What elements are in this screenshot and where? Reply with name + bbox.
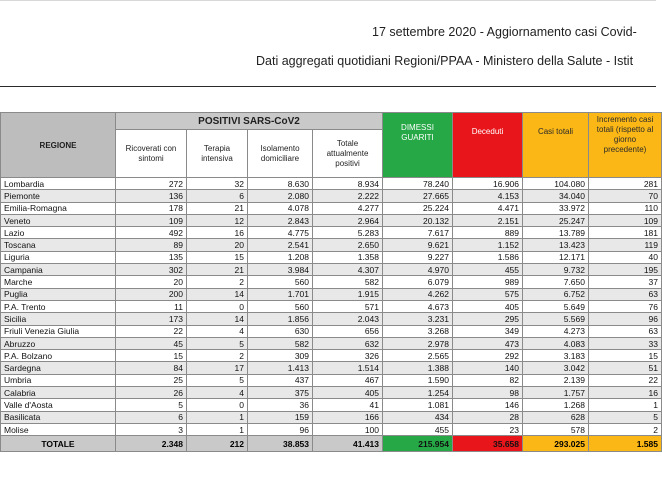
cell-terapia: 5 [187,337,248,349]
cell-regione: Lombardia [1,178,116,190]
cell-deceduti: 473 [453,337,523,349]
table-body [1,178,662,436]
cell-regione: Basilicata [1,411,116,423]
cell-dimessi: 2.565 [383,350,453,362]
cell-ricoverati: 272 [116,178,187,190]
ricoverati-header: Ricoverati con sintomi [116,130,187,178]
table-row [1,202,662,214]
cell-isolamento: 630 [248,325,313,337]
cell-regione: Valle d'Aosta [1,399,116,411]
cell-casi-totali: 13.789 [523,227,589,239]
cell-incremento: 63 [589,288,662,300]
cell-dimessi: 9.621 [383,239,453,251]
cell-totale-positivi: 632 [313,337,383,349]
header-divider [0,86,656,87]
cell-dimessi: 27.665 [383,190,453,202]
casi-totali-header: Casi totali [523,113,589,178]
cell-regione: Toscana [1,239,116,251]
cell-terapia: 5 [187,374,248,386]
cell-dimessi: 78.240 [383,178,453,190]
cell-totale-positivi: 2.043 [313,313,383,325]
cell-regione: Friuli Venezia Giulia [1,325,116,337]
cell-dimessi: 3.268 [383,325,453,337]
cell-regione: Puglia [1,288,116,300]
total-casi: 293.025 [523,436,589,452]
cell-casi-totali: 4.083 [523,337,589,349]
cell-totale-positivi: 1.514 [313,362,383,374]
cell-incremento: 181 [589,227,662,239]
cell-terapia: 2 [187,350,248,362]
table-row [1,276,662,288]
cell-totale-positivi: 405 [313,387,383,399]
cell-isolamento: 560 [248,276,313,288]
cell-deceduti: 82 [453,374,523,386]
cell-deceduti: 989 [453,276,523,288]
cell-totale-positivi: 100 [313,423,383,435]
table-row [1,399,662,411]
cell-deceduti: 1.586 [453,251,523,263]
cell-isolamento: 2.843 [248,214,313,226]
cell-terapia: 1 [187,423,248,435]
table-row [1,264,662,276]
cell-incremento: 195 [589,264,662,276]
cell-terapia: 4 [187,387,248,399]
cell-dimessi: 1.590 [383,374,453,386]
covid-table-container [0,112,656,482]
cell-incremento: 5 [589,411,662,423]
cell-totale-positivi: 41 [313,399,383,411]
table-row [1,387,662,399]
table-row [1,214,662,226]
cell-terapia: 15 [187,251,248,263]
incremento-header: Incremento casi totali (rispetto al giorno precedente) [589,113,662,178]
cell-casi-totali: 12.171 [523,251,589,263]
cell-terapia: 4 [187,325,248,337]
cell-totale-positivi: 4.307 [313,264,383,276]
cell-isolamento: 437 [248,374,313,386]
terapia-header: Terapia intensiva [187,130,248,178]
table-row [1,178,662,190]
cell-ricoverati: 11 [116,300,187,312]
cell-isolamento: 582 [248,337,313,349]
cell-regione: Marche [1,276,116,288]
totale-positivi-header: Totale attualmente positivi [313,130,383,178]
cell-ricoverati: 26 [116,387,187,399]
cell-incremento: 33 [589,337,662,349]
cell-deceduti: 4.153 [453,190,523,202]
cell-incremento: 1 [589,399,662,411]
cell-regione: Lazio [1,227,116,239]
cell-dimessi: 20.132 [383,214,453,226]
cell-dimessi: 3.231 [383,313,453,325]
cell-dimessi: 6.079 [383,276,453,288]
cell-terapia: 20 [187,239,248,251]
report-date-text: 17 settembre 2020 - Aggiornamento casi Covid- [372,25,637,39]
cell-casi-totali: 628 [523,411,589,423]
cell-ricoverati: 22 [116,325,187,337]
cell-casi-totali: 5.649 [523,300,589,312]
cell-casi-totali: 1.268 [523,399,589,411]
table-row [1,325,662,337]
table-row [1,362,662,374]
total-positivi: 41.413 [313,436,383,452]
cell-regione: Abruzzo [1,337,116,349]
cell-totale-positivi: 326 [313,350,383,362]
table-row [1,227,662,239]
cell-casi-totali: 33.972 [523,202,589,214]
deceduti-header: Deceduti [453,113,523,178]
cell-terapia: 0 [187,399,248,411]
cell-totale-positivi: 166 [313,411,383,423]
cell-casi-totali: 25.247 [523,214,589,226]
table-row [1,411,662,423]
cell-totale-positivi: 582 [313,276,383,288]
table-row [1,313,662,325]
covid-regions-table [0,112,662,452]
cell-ricoverati: 6 [116,411,187,423]
cell-incremento: 70 [589,190,662,202]
cell-incremento: 16 [589,387,662,399]
cell-incremento: 2 [589,423,662,435]
table-row [1,288,662,300]
cell-incremento: 15 [589,350,662,362]
cell-regione: Emilia-Romagna [1,202,116,214]
cell-dimessi: 1.388 [383,362,453,374]
cell-dimessi: 455 [383,423,453,435]
cell-isolamento: 3.984 [248,264,313,276]
cell-regione: Sardegna [1,362,116,374]
cell-dimessi: 1.081 [383,399,453,411]
total-terapia: 212 [187,436,248,452]
cell-isolamento: 2.080 [248,190,313,202]
cell-casi-totali: 7.650 [523,276,589,288]
cell-totale-positivi: 467 [313,374,383,386]
cell-dimessi: 434 [383,411,453,423]
table-row [1,374,662,386]
cell-deceduti: 889 [453,227,523,239]
total-ricoverati: 2.348 [116,436,187,452]
cell-incremento: 281 [589,178,662,190]
cell-totale-positivi: 4.277 [313,202,383,214]
dimessi-header: DIMESSI GUARITI [383,113,453,178]
top-border [0,0,656,1]
table-row [1,423,662,435]
cell-dimessi: 4.673 [383,300,453,312]
cell-ricoverati: 20 [116,276,187,288]
cell-terapia: 32 [187,178,248,190]
cell-casi-totali: 13.423 [523,239,589,251]
cell-isolamento: 2.541 [248,239,313,251]
cell-ricoverati: 89 [116,239,187,251]
cell-casi-totali: 34.040 [523,190,589,202]
cell-dimessi: 7.617 [383,227,453,239]
cell-incremento: 37 [589,276,662,288]
table-row [1,251,662,263]
cell-casi-totali: 6.752 [523,288,589,300]
cell-ricoverati: 178 [116,202,187,214]
cell-deceduti: 1.152 [453,239,523,251]
cell-regione: Calabria [1,387,116,399]
totals-row [1,436,662,452]
cell-incremento: 109 [589,214,662,226]
cell-incremento: 96 [589,313,662,325]
report-subtitle-text: Dati aggregati quotidiani Regioni/PPAA - Ministero della Salute - Istit [256,54,634,68]
cell-terapia: 12 [187,214,248,226]
cell-casi-totali: 3.183 [523,350,589,362]
cell-regione: Umbria [1,374,116,386]
cell-ricoverati: 84 [116,362,187,374]
cell-terapia: 16 [187,227,248,239]
table-row [1,350,662,362]
cell-casi-totali: 578 [523,423,589,435]
cell-terapia: 0 [187,300,248,312]
cell-casi-totali: 4.273 [523,325,589,337]
totals-label: TOTALE [1,436,116,452]
cell-incremento: 63 [589,325,662,337]
cell-regione: P.A. Trento [1,300,116,312]
cell-deceduti: 405 [453,300,523,312]
total-dimessi: 215.954 [383,436,453,452]
cell-casi-totali: 2.139 [523,374,589,386]
table-row [1,239,662,251]
cell-regione: Campania [1,264,116,276]
cell-regione: Piemonte [1,190,116,202]
table-row [1,337,662,349]
isolamento-header: Isolamento domiciliare [248,130,313,178]
table-row [1,190,662,202]
region-column-header: REGIONE [1,113,116,178]
cell-regione: P.A. Bolzano [1,350,116,362]
cell-isolamento: 159 [248,411,313,423]
cell-isolamento: 560 [248,300,313,312]
cell-deceduti: 16.906 [453,178,523,190]
cell-deceduti: 2.151 [453,214,523,226]
cell-deceduti: 575 [453,288,523,300]
cell-totale-positivi: 2.222 [313,190,383,202]
cell-ricoverati: 109 [116,214,187,226]
cell-deceduti: 295 [453,313,523,325]
cell-totale-positivi: 1.358 [313,251,383,263]
cell-ricoverati: 492 [116,227,187,239]
cell-ricoverati: 135 [116,251,187,263]
cell-ricoverati: 3 [116,423,187,435]
cell-incremento: 22 [589,374,662,386]
cell-incremento: 110 [589,202,662,214]
cell-deceduti: 140 [453,362,523,374]
positives-group-header: POSITIVI SARS-CoV2 [116,113,383,130]
cell-terapia: 21 [187,264,248,276]
table-row [1,300,662,312]
cell-regione: Liguria [1,251,116,263]
cell-isolamento: 1.413 [248,362,313,374]
cell-incremento: 119 [589,239,662,251]
cell-deceduti: 146 [453,399,523,411]
cell-totale-positivi: 656 [313,325,383,337]
cell-ricoverati: 45 [116,337,187,349]
cell-isolamento: 36 [248,399,313,411]
cell-terapia: 21 [187,202,248,214]
cell-casi-totali: 1.757 [523,387,589,399]
cell-ricoverati: 15 [116,350,187,362]
cell-totale-positivi: 5.283 [313,227,383,239]
cell-incremento: 51 [589,362,662,374]
cell-ricoverati: 136 [116,190,187,202]
cell-regione: Molise [1,423,116,435]
cell-terapia: 14 [187,288,248,300]
cell-deceduti: 23 [453,423,523,435]
cell-deceduti: 4.471 [453,202,523,214]
cell-ricoverati: 173 [116,313,187,325]
cell-terapia: 6 [187,190,248,202]
total-isolamento: 38.853 [248,436,313,452]
cell-deceduti: 98 [453,387,523,399]
cell-ricoverati: 302 [116,264,187,276]
cell-isolamento: 96 [248,423,313,435]
report-subtitle [0,54,656,70]
cell-totale-positivi: 2.964 [313,214,383,226]
cell-incremento: 76 [589,300,662,312]
total-incremento: 1.585 [589,436,662,452]
cell-totale-positivi: 2.650 [313,239,383,251]
cell-deceduti: 28 [453,411,523,423]
cell-dimessi: 4.970 [383,264,453,276]
cell-deceduti: 455 [453,264,523,276]
cell-regione: Sicilia [1,313,116,325]
cell-isolamento: 4.775 [248,227,313,239]
cell-totale-positivi: 1.915 [313,288,383,300]
cell-regione: Veneto [1,214,116,226]
cell-isolamento: 1.701 [248,288,313,300]
cell-ricoverati: 5 [116,399,187,411]
cell-totale-positivi: 8.934 [313,178,383,190]
cell-isolamento: 4.078 [248,202,313,214]
cell-dimessi: 9.227 [383,251,453,263]
cell-incremento: 40 [589,251,662,263]
cell-ricoverati: 200 [116,288,187,300]
cell-dimessi: 4.262 [383,288,453,300]
cell-isolamento: 375 [248,387,313,399]
cell-isolamento: 8.630 [248,178,313,190]
cell-terapia: 17 [187,362,248,374]
cell-ricoverati: 25 [116,374,187,386]
total-deceduti: 35.658 [453,436,523,452]
cell-terapia: 14 [187,313,248,325]
cell-casi-totali: 9.732 [523,264,589,276]
cell-dimessi: 1.254 [383,387,453,399]
cell-isolamento: 1.856 [248,313,313,325]
cell-casi-totali: 104.080 [523,178,589,190]
cell-dimessi: 2.978 [383,337,453,349]
cell-terapia: 1 [187,411,248,423]
cell-casi-totali: 3.042 [523,362,589,374]
cell-dimessi: 25.224 [383,202,453,214]
report-date-line [0,25,656,41]
cell-totale-positivi: 571 [313,300,383,312]
cell-isolamento: 1.208 [248,251,313,263]
cell-isolamento: 309 [248,350,313,362]
cell-casi-totali: 5.569 [523,313,589,325]
cell-deceduti: 349 [453,325,523,337]
cell-deceduti: 292 [453,350,523,362]
cell-terapia: 2 [187,276,248,288]
